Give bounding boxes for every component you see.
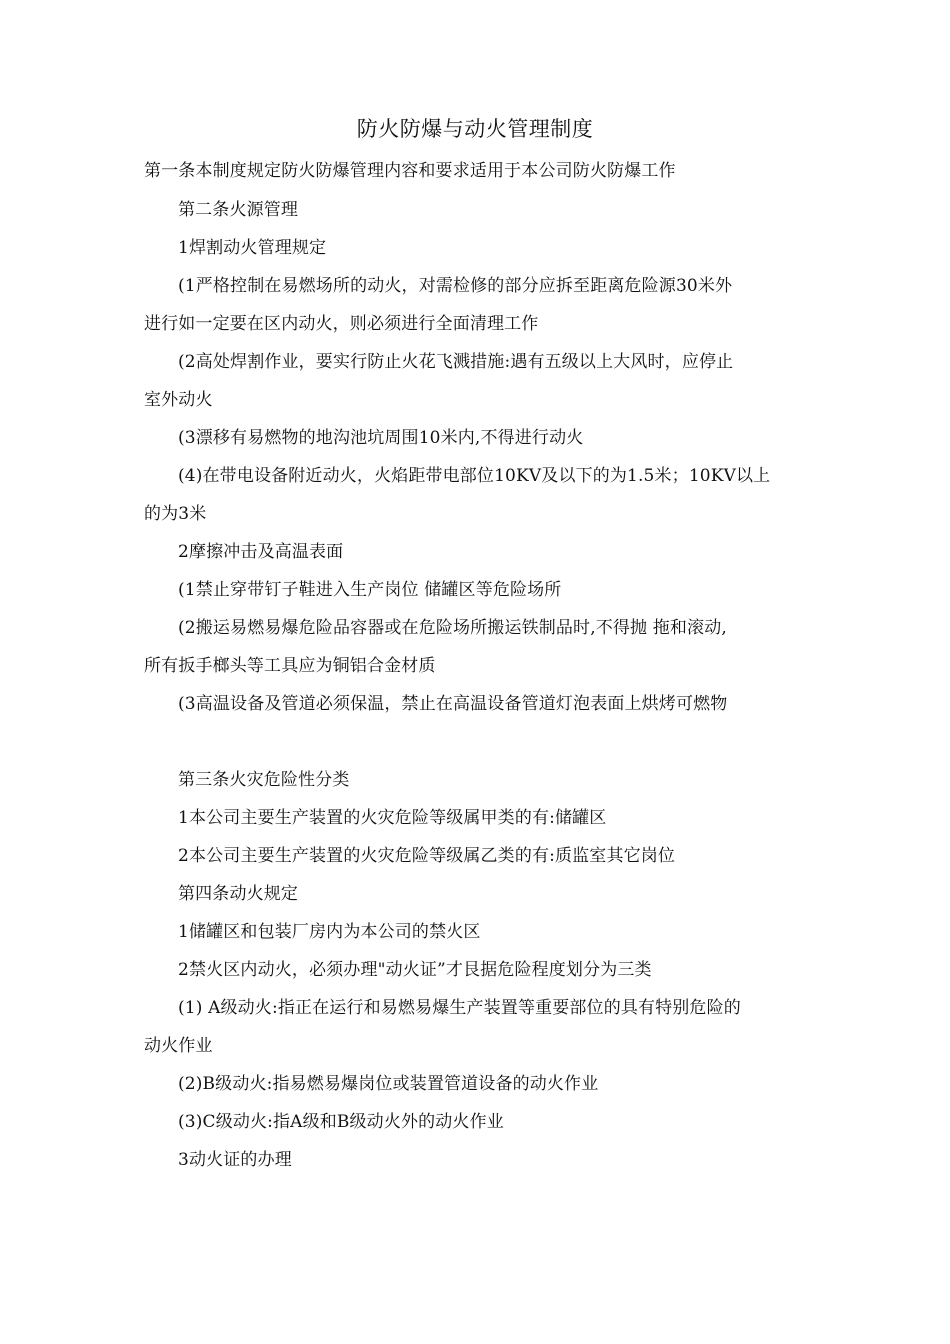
paragraph-line: 的为3米 (144, 504, 207, 524)
paragraph-line: 2禁火区内动火，必须办理"动火证”才艮据危险程度划分为三类 (178, 960, 652, 980)
document-title: 防火防爆与动火管理制度 (356, 117, 594, 141)
article-2-heading: 第二条火源管理 (178, 200, 299, 220)
paragraph-line: 室外动火 (144, 390, 213, 410)
paragraph-line: 动火作业 (144, 1036, 213, 1056)
paragraph-line: 进行如一定要在区内动火，则必须进行全面清理工作 (144, 314, 539, 334)
paragraph-line: (2)B级动火:指易燃易爆岗位或装置管道设备的动火作业 (178, 1074, 599, 1094)
paragraph-line: (1严格控制在易燃场所的动火，对需检修的部分应拆至距离危险源30米外 (178, 276, 733, 296)
section-1-heading: 1焊割动火管理规定 (178, 238, 327, 258)
paragraph-line: (1) A级动火:指正在运行和易燃易爆生产装置等重要部位的具有特别危险的 (178, 998, 741, 1018)
paragraph-line: (4)在带电设备附近动火，火焰距带电部位10KV及以下的为1.5米；10KV以上 (178, 466, 771, 486)
section-2-heading: 2摩擦冲击及高温表面 (178, 542, 344, 562)
article-3-heading: 第三条火灾危险性分类 (178, 770, 350, 790)
paragraph-line: (1禁止穿带钉子鞋进入生产岗位 储罐区等危险场所 (178, 580, 562, 600)
paragraph-line: 2本公司主要生产装置的火灾危险等级属乙类的有:质监室其它岗位 (178, 846, 676, 866)
paragraph-line: (2高处焊割作业，要实行防止火花飞溅措施:遇有五级以上大风时，应停止 (178, 352, 734, 372)
paragraph-line: (3漂移有易燃物的地沟池坑周围10米内,不得进行动火 (178, 428, 584, 448)
article-1-line: 第一条本制度规定防火防爆管理内容和要求适用于本公司防火防爆工作 (144, 161, 676, 181)
paragraph-line: 1储罐区和包装厂房内为本公司的禁火区 (178, 922, 481, 942)
paragraph-line: 1本公司主要生产装置的火灾危险等级属甲类的有:储罐区 (178, 808, 607, 828)
paragraph-line: 所有扳手榔头等工具应为铜铝合金材质 (144, 656, 436, 676)
paragraph-line: (3)C级动火:指A级和B级动火外的动火作业 (178, 1112, 504, 1132)
paragraph-line: (3高温设备及管道必须保温，禁止在高温设备管道灯泡表面上烘烤可燃物 (178, 694, 728, 714)
section-3-heading: 3动火证的办理 (178, 1150, 292, 1170)
paragraph-line: (2搬运易燃易爆危险品容器或在危险场所搬运铁制品时,不得抛 拖和滚动, (178, 618, 727, 638)
article-4-heading: 第四条动火规定 (178, 884, 299, 904)
